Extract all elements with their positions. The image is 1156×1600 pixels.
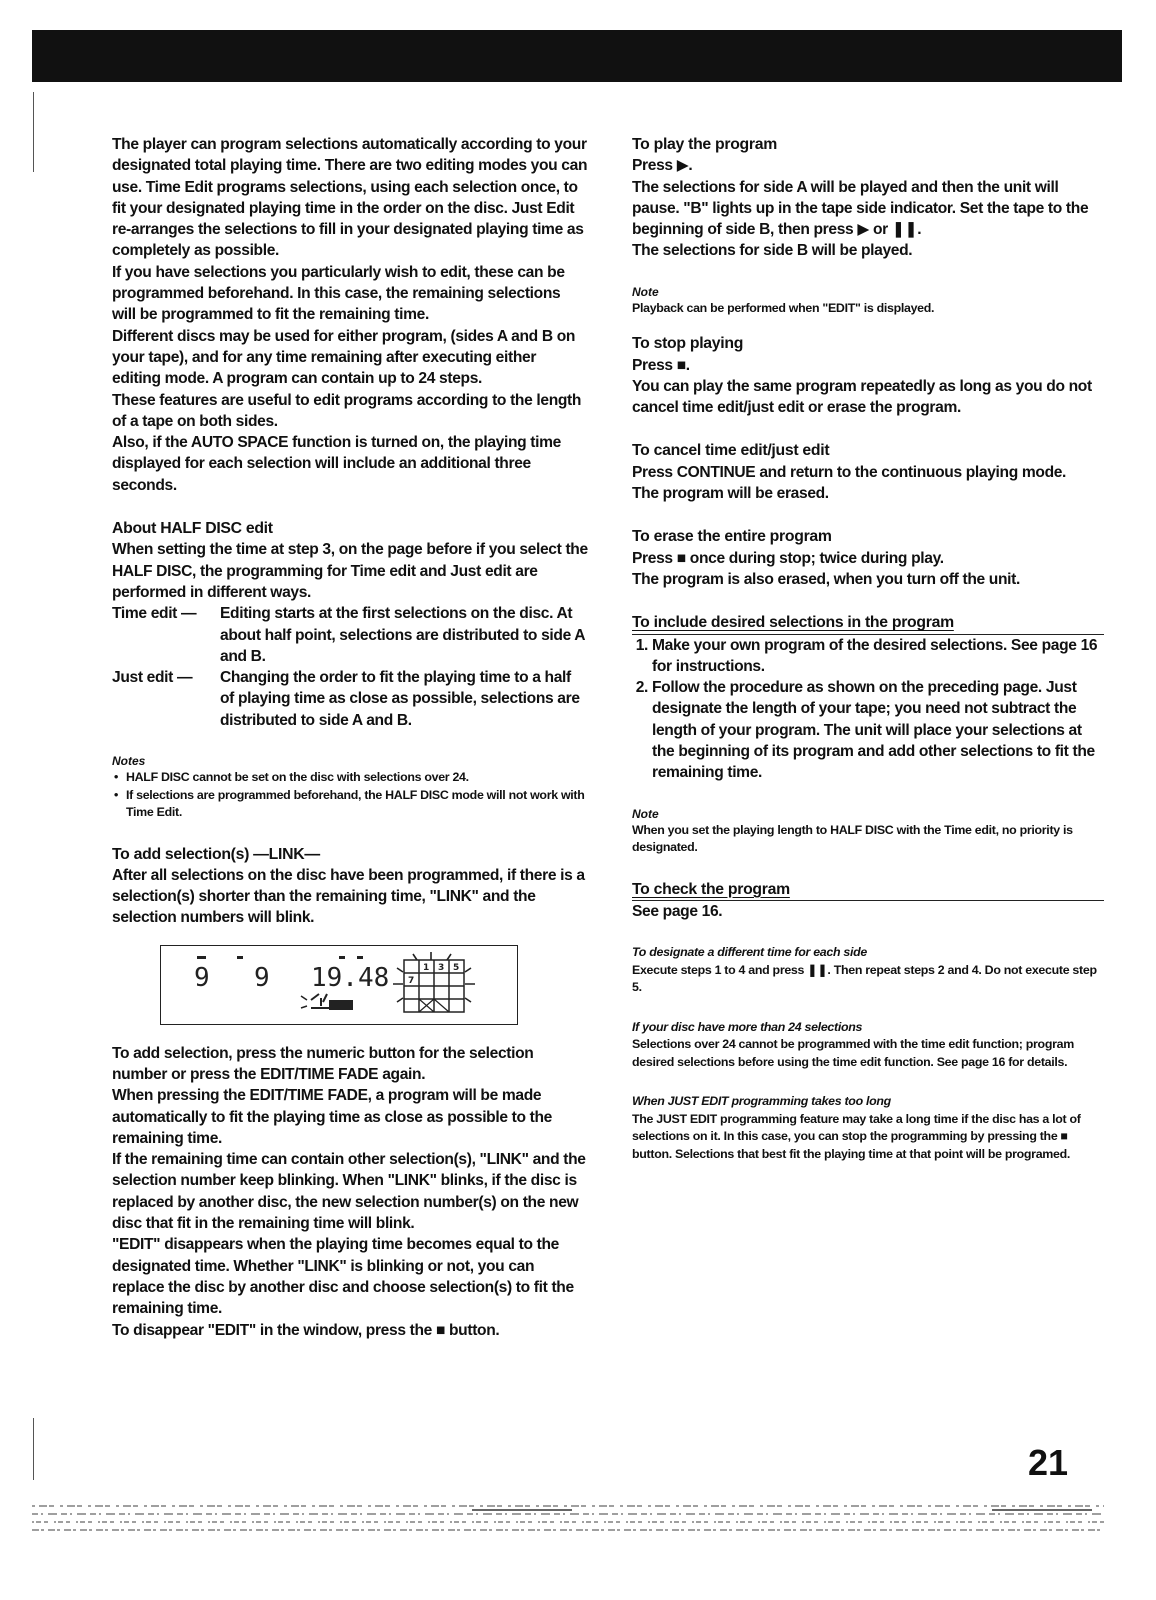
program-grid-icon bbox=[393, 952, 475, 1012]
segment-mark bbox=[237, 956, 243, 959]
segment-mark bbox=[357, 956, 363, 959]
stop-section bbox=[632, 333, 1104, 418]
include-section bbox=[632, 612, 1104, 856]
just-edit-text: Changing the order to fit the playing time to a half of playing time as close as possible, selections are distributed to side A and B. bbox=[220, 669, 580, 729]
link-heading: To add selection(s) —LINK— bbox=[112, 845, 320, 863]
tip-heading: When JUST EDIT programming takes too long bbox=[632, 1094, 891, 1109]
intro-text bbox=[112, 134, 588, 496]
play-note bbox=[632, 284, 1104, 318]
notes-section bbox=[112, 753, 588, 822]
stop-line: You can play the same program repeatedly as long as you do not cancel time edit/just edit or erase the program. bbox=[632, 377, 1092, 417]
edit-mode-table bbox=[112, 603, 588, 731]
tip-heading: If your disc have more than 24 selections bbox=[632, 1019, 863, 1034]
check-section bbox=[632, 879, 1104, 923]
tip-heading: To designate a different time for each side bbox=[632, 945, 867, 960]
page-number: 21 bbox=[1027, 1442, 1068, 1483]
half-disc-section bbox=[112, 518, 588, 731]
cancel-line: Press CONTINUE and return to the continuous playing mode. bbox=[632, 463, 1067, 481]
left-column bbox=[112, 134, 588, 1341]
tip-section bbox=[632, 944, 1104, 997]
edit-indicator-icon bbox=[301, 994, 353, 1010]
lcd-digit-2: 9 bbox=[254, 962, 270, 993]
note-text: Playback can be performed when "EDIT" is displayed. bbox=[632, 300, 935, 315]
erase-line: Press ■ once during stop; twice during play. bbox=[632, 549, 944, 567]
grid-number: 1 bbox=[423, 962, 430, 973]
lcd-digit-1: 9 bbox=[194, 962, 210, 993]
table-row bbox=[112, 667, 588, 731]
link-section bbox=[112, 844, 588, 1341]
grid-number: 3 bbox=[438, 962, 445, 973]
notes-list bbox=[112, 769, 588, 822]
cancel-section bbox=[632, 440, 1104, 504]
play-section bbox=[632, 134, 1104, 317]
segment-mark bbox=[197, 956, 206, 959]
stop-heading: To stop playing bbox=[632, 335, 744, 353]
scan-artifact-strip bbox=[32, 1500, 1104, 1540]
list-item: 2. Follow the procedure as shown on the preceding page. Just designate the length of your tape; you need not subtract the length of your program. The unit will place your selections at the beginning of its program and add other selections to fit the remaining time. bbox=[652, 677, 1104, 783]
play-line: The selections for side A will be played and then the unit will pause. "B" lights up in the tape side indicator. Set the tape to the beginning of side B, then press ▶ or ❚❚. bbox=[632, 178, 1089, 239]
table-row bbox=[112, 603, 588, 667]
header-bar bbox=[32, 30, 1122, 82]
list-item: • HALF DISC cannot be set on the disc with selections over 24. bbox=[112, 769, 588, 787]
just-edit-label: Just edit — bbox=[112, 669, 193, 687]
margin-line-bottom bbox=[33, 1418, 34, 1480]
intro-paragraph: Different discs may be used for either program, (sides A and B on your tape), and for any time remaining after executing either editing mode. A program can contain up to 24 steps. bbox=[112, 327, 576, 388]
tip-section bbox=[632, 1019, 1104, 1072]
check-heading: To check the program bbox=[632, 879, 1104, 901]
include-note bbox=[632, 806, 1104, 857]
half-disc-text: When setting the time at step 3, on the page before if you select the HALF DISC, the programming for Time edit and Just edit are performed in different ways. bbox=[112, 541, 588, 601]
lcd-time-readout: 19.48 bbox=[311, 962, 390, 993]
link-after-paragraph: To disappear "EDIT" in the window, press the ■ button. bbox=[112, 1321, 500, 1339]
lcd-display-graphic bbox=[161, 946, 517, 1024]
play-line: The selections for side B will be played. bbox=[632, 242, 913, 260]
link-text: After all selections on the disc have been programmed, if there is a selection(s) shorter than the remaining time, "LINK" and the selection numbers will blink. bbox=[112, 866, 585, 927]
right-column bbox=[632, 134, 1104, 1163]
lcd-display-illustration bbox=[160, 945, 518, 1025]
link-after-paragraph: If the remaining time can contain other selection(s), "LINK" and the selection number keep blinking. When "LINK" blinks, if the disc is replaced by another disc, the new selection number(s) on the new disc that fit in the remaining time will blink. bbox=[112, 1151, 586, 1233]
time-edit-label: Time edit — bbox=[112, 605, 197, 623]
erase-line: The program is also erased, when you turn off the unit. bbox=[632, 570, 1020, 588]
tip-text: Selections over 24 cannot be programmed with the time edit function; program desired selections before using the time edit function. See page 16 for details. bbox=[632, 1037, 1074, 1069]
intro-paragraph: These features are useful to edit programs according to the length of a tape on both sides. bbox=[112, 391, 582, 430]
margin-line-top bbox=[33, 92, 34, 172]
tip-text: Execute steps 1 to 4 and press ❚❚. Then repeat steps 2 and 4. Do not execute step 5. bbox=[632, 962, 1097, 995]
tip-section bbox=[632, 1093, 1104, 1163]
erase-section bbox=[632, 526, 1104, 590]
time-edit-text: Editing starts at the first selections on the disc. At about half point, selections are distributed to side A and B. bbox=[220, 605, 585, 665]
stop-line: Press ■. bbox=[632, 356, 690, 374]
intro-paragraph: Also, if the AUTO SPACE function is turned on, the playing time displayed for each selection will include an additional three seconds. bbox=[112, 434, 561, 494]
intro-paragraph: The player can program selections automatically according to your designated total playing time. There are two editing modes you can use. Time Edit programs selections, using each selection once, to fit your designated playing time in the order on the disc. Just Edit re-arranges the selections to fill in your designated playing time as completely as possible. bbox=[112, 136, 588, 260]
include-steps bbox=[632, 635, 1104, 784]
intro-paragraph: If you have selections you particularly wish to edit, these can be programmed beforehand. In this case, the remaining selections will be programmed to fit the remaining time. bbox=[112, 263, 565, 324]
play-heading: To play the program bbox=[632, 136, 777, 153]
check-text: See page 16. bbox=[632, 902, 723, 920]
link-after-paragraph: "EDIT" disappears when the playing time becomes equal to the designated time. Whether "LINK" is blinking or not, you can replace the disc by another disc and choose selection(s) to fit the remaining time. bbox=[112, 1236, 574, 1318]
list-item: 1. Make your own program of the desired selections. See page 16 for instructions. bbox=[652, 635, 1104, 678]
tip-text: The JUST EDIT programming feature may take a long time if the disc has a lot of selections on it. In this case, you can stop the programming by pressing the ■ button. Selections that best fit the playing time at that point will be programed. bbox=[632, 1111, 1081, 1161]
link-after-paragraph: When pressing the EDIT/TIME FADE, a program will be made automatically to fit the playing time as close as possible to the remaining time. bbox=[112, 1087, 552, 1147]
grid-number: 5 bbox=[453, 962, 460, 973]
half-disc-heading: About HALF DISC edit bbox=[112, 520, 273, 538]
erase-heading: To erase the entire program bbox=[632, 528, 832, 546]
note-heading: Note bbox=[632, 806, 659, 821]
segment-mark bbox=[339, 956, 345, 959]
link-after-paragraph: To add selection, press the numeric button for the selection number or press the EDIT/TIME FADE again. bbox=[112, 1044, 534, 1083]
list-item: • If selections are programmed beforehand, the HALF DISC mode will not work with Time Edit. bbox=[112, 787, 588, 822]
note-heading: Note bbox=[632, 284, 659, 299]
grid-number: 7 bbox=[408, 975, 415, 986]
note-text: When you set the playing length to HALF DISC with the Time edit, no priority is designated. bbox=[632, 822, 1073, 855]
play-line: Press ▶. bbox=[632, 157, 693, 175]
cancel-heading: To cancel time edit/just edit bbox=[632, 442, 830, 460]
notes-heading: Notes bbox=[112, 754, 146, 769]
include-heading: To include desired selections in the program bbox=[632, 612, 1104, 634]
cancel-line: The program will be erased. bbox=[632, 485, 829, 503]
